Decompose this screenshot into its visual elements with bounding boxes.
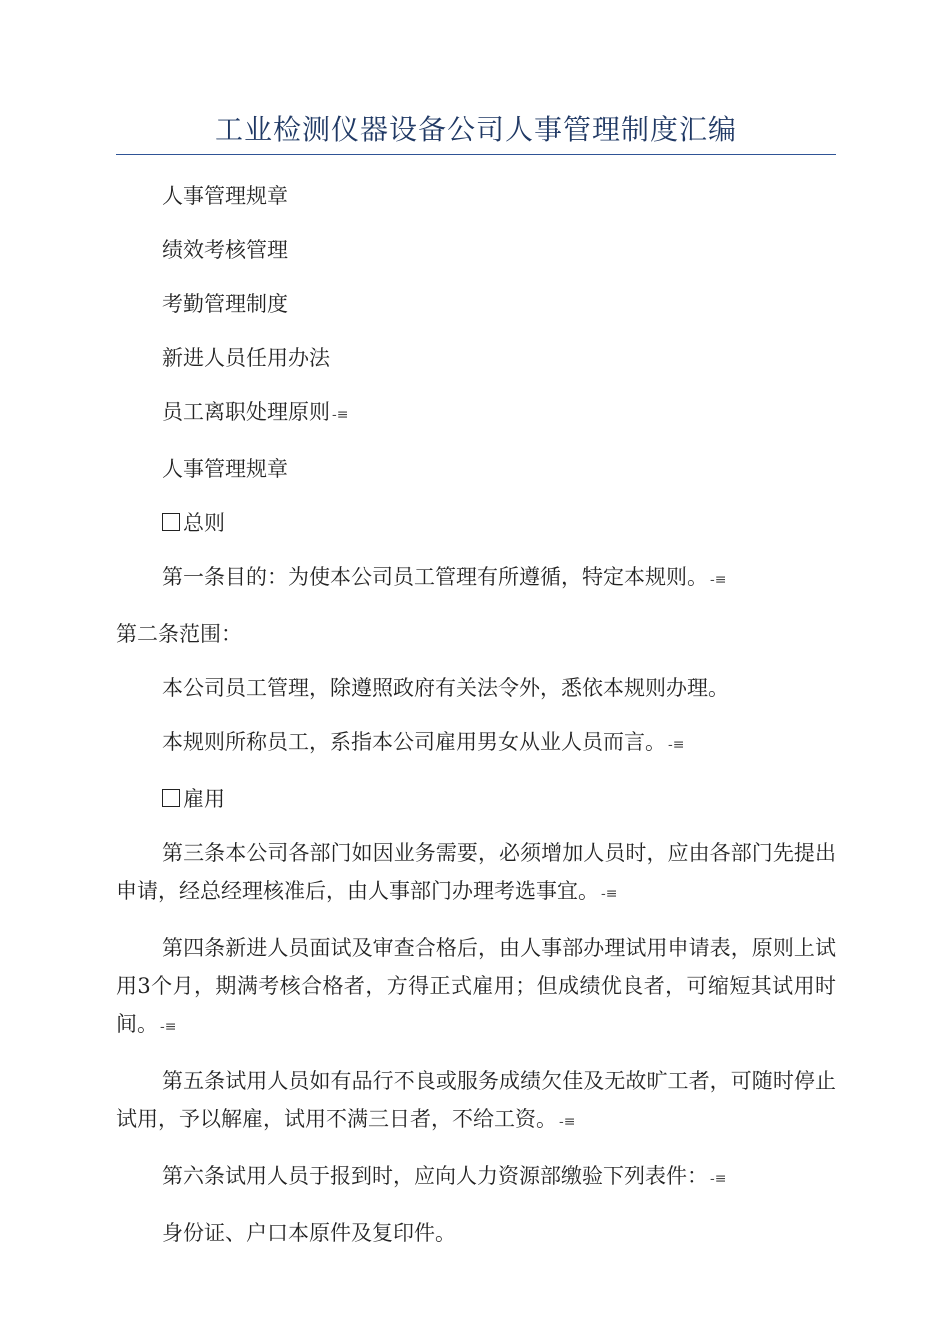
paragraph-mark: -≡ — [559, 1114, 576, 1130]
paragraph: 第三条本公司各部门如因业务需要，必须增加人员时，应由各部门先提出申请，经总经理核准后，由人事部门办理考选事宜。 -≡ — [116, 841, 836, 903]
section-heading: 总则 — [116, 504, 836, 542]
paragraph: 第一条目的：为使本公司员工管理有所遵循，特定本规则。 -≡ — [162, 565, 727, 589]
paragraph-mark: -≡ — [160, 1019, 177, 1035]
checkbox-square-icon — [162, 789, 180, 807]
paragraph: 第四条新进人员面试及审查合格后，由人事部办理试用申请表，原则上试用3个月，期满考核合格者，方得正式雇用；但成绩优良者，可缩短其试用时间。 -≡ — [116, 936, 836, 1036]
paragraph: 员工离职处理原则 -≡ — [162, 400, 349, 424]
paragraph: 考勤管理制度 — [162, 292, 288, 316]
paragraph-mark: -≡ — [332, 407, 349, 423]
document-title: 工业检测仪器设备公司人事管理制度汇编 — [214, 113, 737, 146]
paragraph: 绩效考核管理 — [162, 238, 288, 262]
paragraph: 人事管理规章 — [162, 184, 288, 208]
document-body — [116, 177, 836, 1268]
paragraph-mark: -≡ — [601, 886, 618, 902]
section-heading: 雇用 — [116, 780, 836, 818]
title-block — [116, 112, 836, 155]
checkbox-square-icon — [162, 513, 180, 531]
paragraph: 新进人员任用办法 — [162, 346, 330, 370]
paragraph-mark: -≡ — [668, 737, 685, 753]
paragraph-mark: -≡ — [710, 1171, 727, 1187]
paragraph: 身份证、户口本原件及复印件。 — [162, 1221, 456, 1245]
paragraph: 第五条试用人员如有品行不良或服务成绩欠佳及无故旷工者，可随时停止试用，予以解雇，试用不满三日者，不给工资。 -≡ — [116, 1069, 836, 1131]
paragraph-mark: -≡ — [710, 572, 727, 588]
paragraph: 第六条试用人员于报到时，应向人力资源部缴验下列表件： -≡ — [162, 1164, 727, 1188]
paragraph: 本规则所称员工，系指本公司雇用男女从业人员而言。 -≡ — [162, 730, 685, 754]
paragraph: 人事管理规章 — [162, 457, 288, 481]
paragraph: 本公司员工管理，除遵照政府有关法令外，悉依本规则办理。 — [162, 676, 729, 700]
paragraph: 第二条范围： — [116, 622, 242, 646]
